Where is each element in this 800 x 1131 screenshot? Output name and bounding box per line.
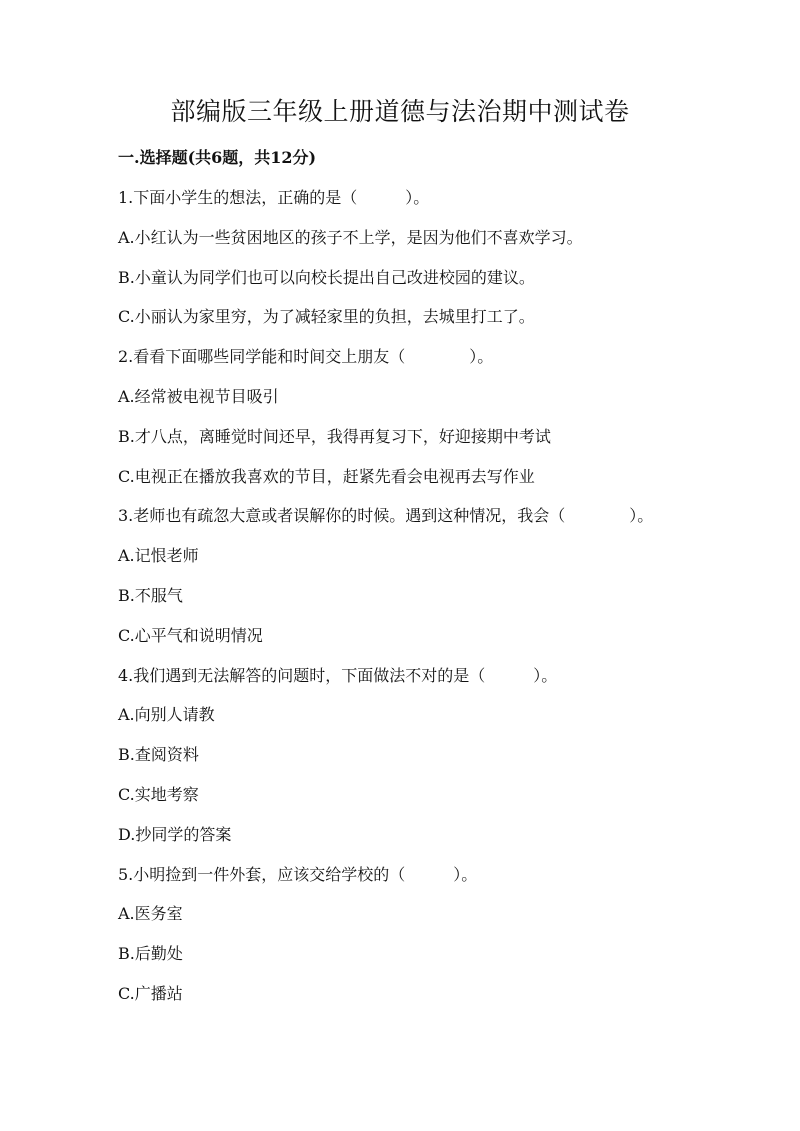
option-3a: A.记恨老师 <box>118 546 199 566</box>
option-5a: A.医务室 <box>118 904 183 924</box>
question-list <box>118 186 718 1022</box>
option-4c: C.实地考察 <box>118 784 199 804</box>
page-title: 部编版三年级上册道德与法治期中测试卷 <box>170 97 630 126</box>
option-2b: B.才八点，离睡觉时间还早，我得再复习下，好迎接期中考试 <box>118 426 551 446</box>
question-4: 4.我们遇到无法解答的问题时，下面做法不对的是（ ）。 <box>118 665 558 685</box>
option-1a: A.小红认为一些贫困地区的孩子不上学，是因为他们不喜欢学习。 <box>118 227 583 247</box>
option-4b: B.查阅资料 <box>118 745 199 765</box>
question-1: 1.下面小学生的想法，正确的是（ ）。 <box>118 188 430 207</box>
question-3: 3.老师也有疏忽大意或者误解你的时候。遇到这种情况，我会（ ）。 <box>118 506 654 526</box>
question-5: 5.小明捡到一件外套，应该交给学校的（ ）。 <box>118 864 478 884</box>
option-5b: B.后勤处 <box>118 944 183 964</box>
option-3b: B.不服气 <box>118 585 183 605</box>
option-4d: D.抄同学的答案 <box>118 824 232 844</box>
option-3c: C.心平气和说明情况 <box>118 625 263 645</box>
option-1c: C.小丽认为家里穷，为了减轻家里的负担，去城里打工了。 <box>118 307 535 327</box>
section-heading: 一.选择题(共6题，共12分) <box>118 148 317 167</box>
option-1b: B.小童认为同学们也可以向校长提出自己改进校园的建议。 <box>118 267 535 287</box>
option-2a: A.经常被电视节目吸引 <box>118 386 279 406</box>
option-4a: A.向别人请教 <box>118 705 215 725</box>
option-2c: C.电视正在播放我喜欢的节目，赶紧先看会电视再去写作业 <box>118 466 535 486</box>
option-5c: C.广播站 <box>118 983 183 1003</box>
question-2: 2.看看下面哪些同学能和时间交上朋友（ ）。 <box>118 347 494 367</box>
